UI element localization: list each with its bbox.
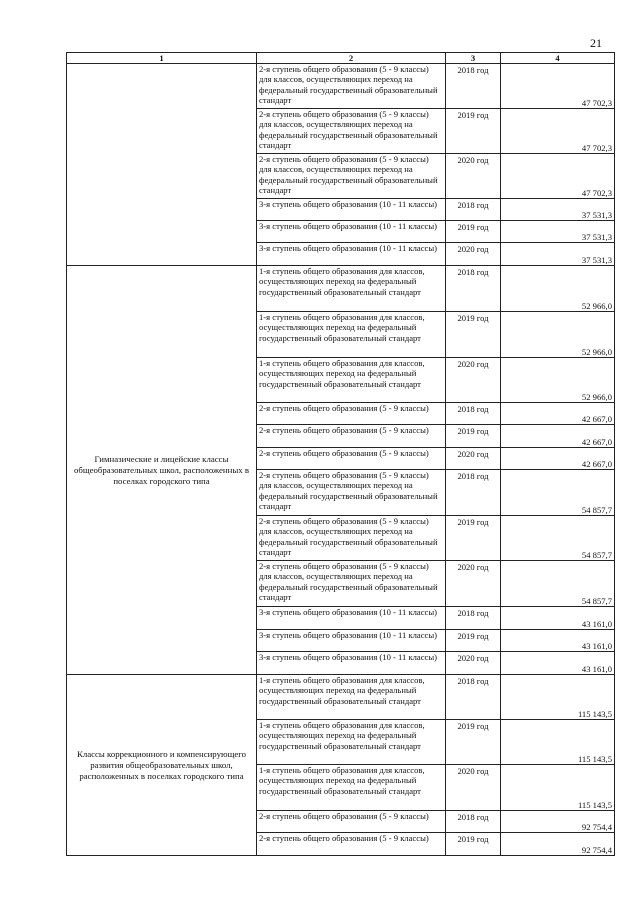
year-cell: 2019 год [446,720,501,765]
education-level-cell: 3-я ступень общего образования (10 - 11 классы) [257,221,446,243]
norm-value-cell: 54 857,7 [501,470,615,516]
norm-value-cell: 115 143,5 [501,720,615,765]
norm-value-cell: 52 966,0 [501,266,615,312]
year-cell: 2018 год [446,64,501,109]
norm-value-cell: 115 143,5 [501,675,615,720]
year-cell: 2020 год [446,448,501,470]
norm-value-cell: 37 531,3 [501,221,615,243]
norm-value-cell: 47 702,3 [501,64,615,109]
education-level-cell: 1-я ступень общего образования для классов, осуществляющих переход на федеральный государственный образовательный стандарт [257,675,446,720]
education-level-cell: 2-я ступень общего образования (5 - 9 классы) для классов, осуществляющих переход на федеральный государственный образовательный стандарт [257,154,446,199]
education-level-cell: 3-я ступень общего образования (10 - 11 классы) [257,630,446,652]
table-row [67,266,615,312]
year-cell: 2018 год [446,675,501,720]
education-level-cell: 2-я ступень общего образования (5 - 9 классы) [257,833,446,856]
norm-value-cell: 42 667,0 [501,425,615,448]
page-number: 21 [590,36,602,50]
education-level-cell: 1-я ступень общего образования для классов, осуществляющих переход на федеральный государственный образовательный стандарт [257,765,446,811]
table-body [67,64,615,856]
norm-value-cell: 37 531,3 [501,243,615,266]
year-cell: 2020 год [446,358,501,403]
norm-value-cell: 42 667,0 [501,403,615,425]
norm-value-cell: 47 702,3 [501,109,615,154]
education-level-cell: 2-я ступень общего образования (5 - 9 классы) для классов, осуществляющих переход на федеральный государственный образовательный стандарт [257,109,446,154]
education-level-cell: 2-я ступень общего образования (5 - 9 классы) [257,403,446,425]
education-level-cell: 3-я ступень общего образования (10 - 11 классы) [257,243,446,266]
norm-value-cell: 47 702,3 [501,154,615,199]
year-cell: 2018 год [446,266,501,312]
year-cell: 2019 год [446,833,501,856]
education-level-cell: 3-я ступень общего образования (10 - 11 классы) [257,607,446,630]
year-cell: 2020 год [446,652,501,675]
education-level-cell: 2-я ступень общего образования (5 - 9 классы) для классов, осуществляющих переход на федеральный государственный образовательный стандарт [257,561,446,607]
year-cell: 2019 год [446,516,501,561]
norm-value-cell: 115 143,5 [501,765,615,811]
year-cell: 2018 год [446,403,501,425]
norm-value-cell: 42 667,0 [501,448,615,470]
education-level-cell: 1-я ступень общего образования для классов, осуществляющих переход на федеральный государственный образовательный стандарт [257,312,446,358]
norm-value-cell: 43 161,0 [501,607,615,630]
norm-value-cell: 92 754,4 [501,833,615,856]
education-level-cell: 2-я ступень общего образования (5 - 9 классы) [257,425,446,448]
norm-value-cell: 54 857,7 [501,561,615,607]
year-cell: 2018 год [446,199,501,221]
table-header-row [67,53,615,64]
norm-value-cell: 54 857,7 [501,516,615,561]
year-cell: 2019 год [446,425,501,448]
education-level-cell: 1-я ступень общего образования для классов, осуществляющих переход на федеральный государственный образовательный стандарт [257,358,446,403]
year-cell: 2020 год [446,765,501,811]
year-cell: 2020 год [446,243,501,266]
budget-norms-table [66,52,615,856]
education-level-cell: 2-я ступень общего образования (5 - 9 классы) для классов, осуществляющих переход на федеральный государственный образовательный стандарт [257,470,446,516]
table-row [67,675,615,720]
year-cell: 2019 год [446,630,501,652]
norm-value-cell: 43 161,0 [501,630,615,652]
education-level-cell: 2-я ступень общего образования (5 - 9 классы) для классов, осуществляющих переход на федеральный государственный образовательный стандарт [257,516,446,561]
column-header-2: 2 [257,53,446,64]
education-level-cell: 3-я ступень общего образования (10 - 11 классы) [257,199,446,221]
category-cell: Классы коррекционного и компенсирующего развития общеобразовательных школ, расположенных в поселках городского типа [67,675,257,856]
norm-value-cell: 52 966,0 [501,358,615,403]
norm-value-cell: 52 966,0 [501,312,615,358]
norm-value-cell: 43 161,0 [501,652,615,675]
year-cell: 2019 год [446,312,501,358]
column-header-3: 3 [446,53,501,64]
education-level-cell: 2-я ступень общего образования (5 - 9 классы) [257,811,446,833]
year-cell: 2020 год [446,154,501,199]
education-level-cell: 1-я ступень общего образования для классов, осуществляющих переход на федеральный государственный образовательный стандарт [257,720,446,765]
education-level-cell: 3-я ступень общего образования (10 - 11 классы) [257,652,446,675]
table-row [67,64,615,109]
category-cell: Гимназические и лицейские классы общеобразовательных школ, расположенных в поселках городского типа [67,266,257,675]
column-header-4: 4 [501,53,615,64]
education-level-cell: 2-я ступень общего образования (5 - 9 классы) [257,448,446,470]
year-cell: 2018 год [446,470,501,516]
year-cell: 2020 год [446,561,501,607]
education-level-cell: 1-я ступень общего образования для классов, осуществляющих переход на федеральный государственный образовательный стандарт [257,266,446,312]
year-cell: 2018 год [446,811,501,833]
year-cell: 2019 год [446,221,501,243]
norm-value-cell: 37 531,3 [501,199,615,221]
year-cell: 2019 год [446,109,501,154]
column-header-1: 1 [67,53,257,64]
year-cell: 2018 год [446,607,501,630]
education-level-cell: 2-я ступень общего образования (5 - 9 классы) для классов, осуществляющих переход на федеральный государственный образовательный стандарт [257,64,446,109]
norm-value-cell: 92 754,4 [501,811,615,833]
category-cell [67,64,257,266]
